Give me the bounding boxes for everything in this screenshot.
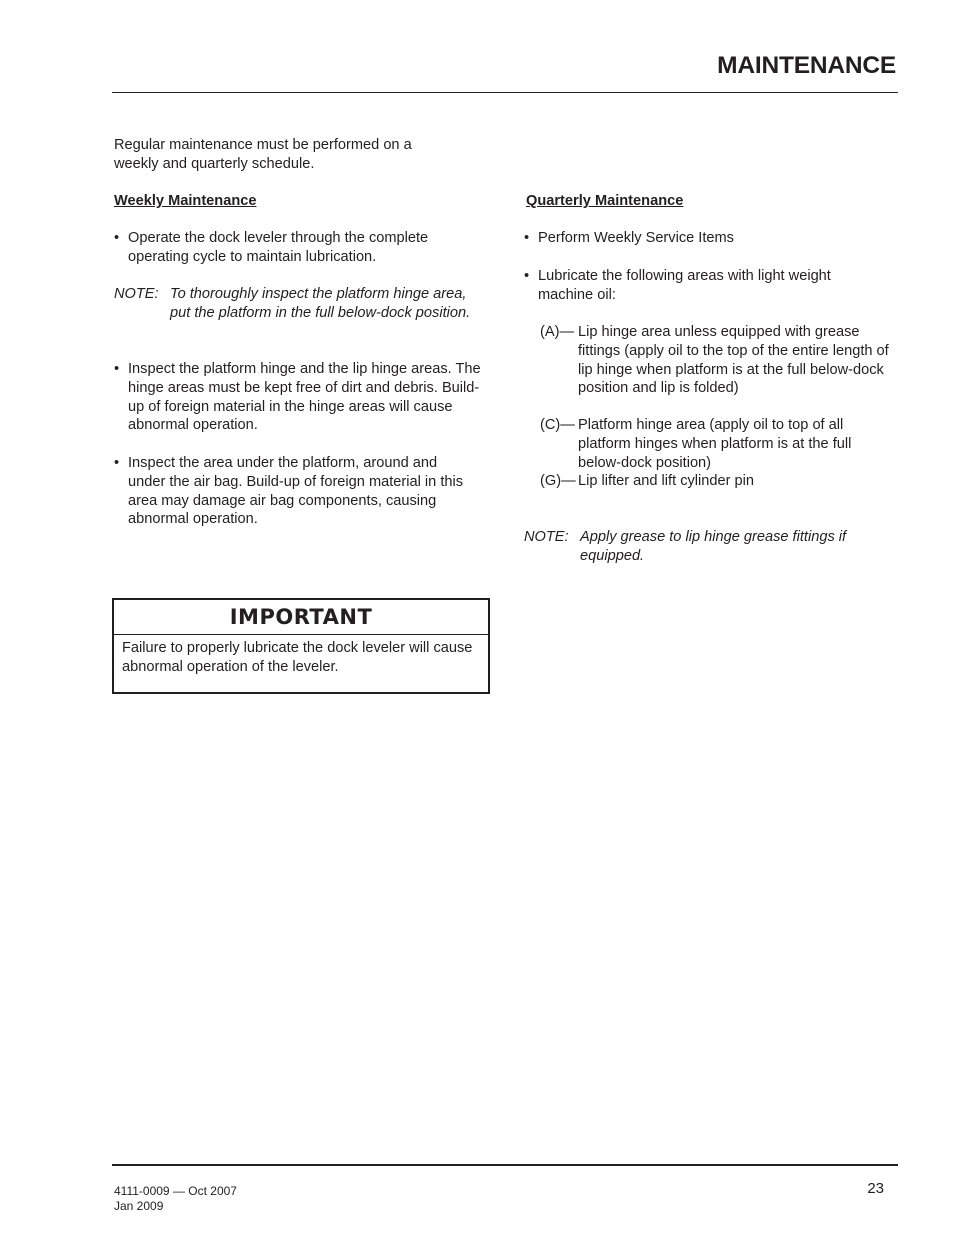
important-text: Failure to properly lubricate the dock leveler will cause abnormal operation of the leveler. <box>122 640 473 675</box>
lube-item-g-key: (G)— <box>540 473 576 489</box>
quarterly-note-text: Apply grease to lip hinge grease fittings if equipped. <box>580 529 847 564</box>
quarterly-bullet-2-text: Lubricate the following areas with light weight machine oil: <box>538 268 831 303</box>
bullet-marker: • <box>114 230 120 246</box>
lube-item-g-text: Lip lifter and lift cylinder pin <box>578 473 755 489</box>
weekly-heading: Weekly Maintenance <box>114 193 257 209</box>
weekly-note-text: To thoroughly inspect the platform hinge area, put the platform in the full below-dock position. <box>170 286 471 321</box>
quarterly-heading: Quarterly Maintenance <box>526 193 684 209</box>
quarterly-note-label: NOTE: <box>524 529 569 545</box>
bullet-marker: • <box>114 361 120 377</box>
revision-date: Jan 2009 <box>114 1199 164 1213</box>
footer-rule <box>112 1164 898 1166</box>
page-title: MAINTENANCE <box>717 52 896 79</box>
important-box <box>112 598 490 694</box>
lube-item-c-key: (C)— <box>540 417 575 433</box>
doc-number: 4111-0009 — Oct 2007 <box>114 1184 237 1198</box>
lube-item-a-text: Lip hinge area unless equipped with grease fittings (apply oil to the top of the entire length of lip hinge when platform is at the full below-dock position and lip is folded) <box>578 324 889 397</box>
weekly-bullet-1-text: Operate the dock leveler through the complete operating cycle to maintain lubrication. <box>128 230 429 265</box>
bullet-marker: • <box>524 230 530 246</box>
weekly-bullet-2-text: Inspect the platform hinge and the lip hinge areas. The hinge areas must be kept free of dirt and debris. Build-up of foreign material in the hinge areas will cause abnormal operation. <box>128 361 481 434</box>
bullet-marker: • <box>524 268 530 284</box>
important-title: IMPORTANT <box>229 605 373 629</box>
lube-item-c-text: Platform hinge area (apply oil to top of all platform hinges when platform is at the full below-dock position) <box>578 417 852 471</box>
weekly-note-label: NOTE: <box>114 286 159 302</box>
quarterly-bullet-1-text: Perform Weekly Service Items <box>538 230 734 246</box>
bullet-marker: • <box>114 455 120 471</box>
intro-text: Regular maintenance must be performed on a weekly and quarterly schedule. <box>114 137 412 172</box>
header-rule <box>112 92 898 93</box>
important-header <box>114 600 488 635</box>
weekly-bullet-3-text: Inspect the area under the platform, around and under the air bag. Build-up of foreign material in this area may damage air bag components, causing abnormal operation. <box>128 455 464 528</box>
lube-item-a-key: (A)— <box>540 324 575 340</box>
page-number: 23 <box>867 1180 884 1197</box>
